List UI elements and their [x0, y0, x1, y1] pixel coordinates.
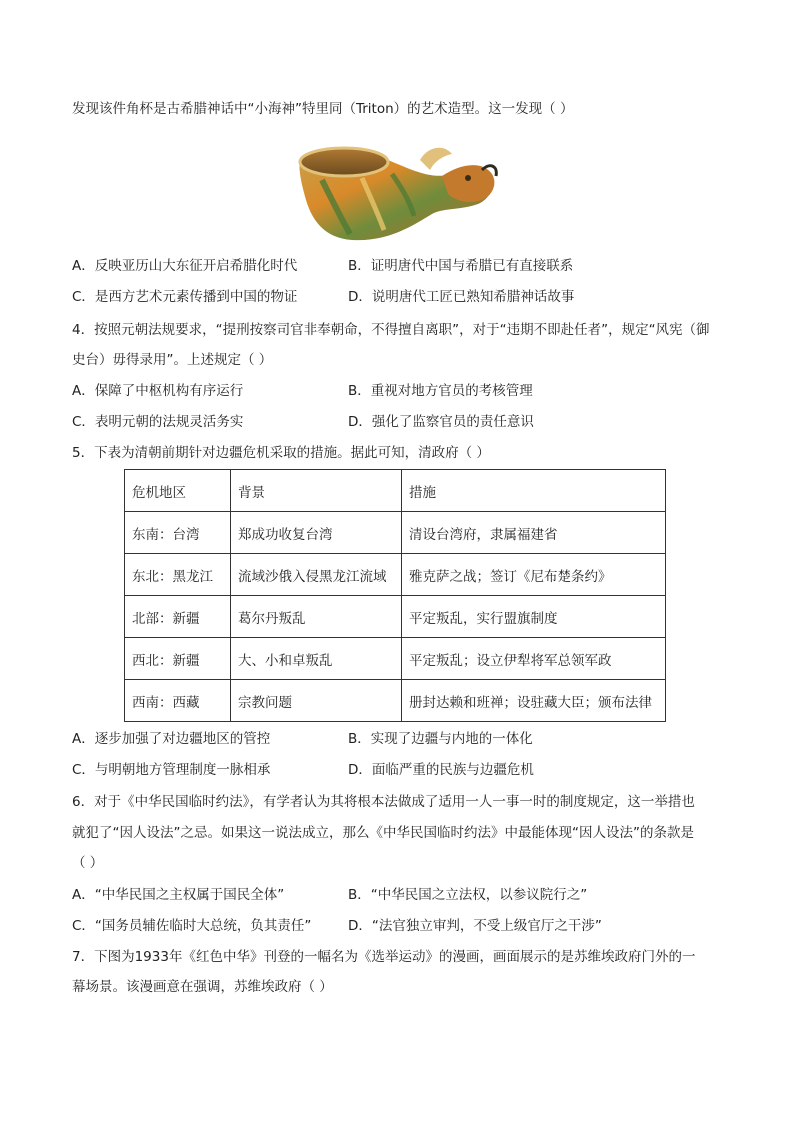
q4-stem-line-2: 史台）毋得录用”。上述规定（ ） [72, 352, 273, 368]
table-row [125, 596, 666, 638]
table-row [125, 680, 666, 722]
table-cell: 东南：台湾 [125, 512, 231, 554]
q6-option-b: B．“中华民国之立法权，以参议院行之” [348, 887, 588, 903]
border-measures-table [124, 469, 666, 722]
rhyton-cup-image [292, 130, 502, 246]
table-cell: 葛尔丹叛乱 [231, 596, 402, 638]
q6-stem-line-3: （ ） [72, 855, 104, 871]
table-cell: 清设台湾府，隶属福建省 [402, 512, 666, 554]
q7-stem-line-2: 幕场景。该漫画意在强调，苏维埃政府（ ） [72, 979, 333, 995]
q4-stem-line-1: 4．按照元朝法规要求，“提刑按察司官非奉朝命，不得擅自离职”，对于“违期不即赴任者”，规定“风宪（御 [72, 322, 710, 338]
table-cell: 平定叛乱，实行盟旗制度 [402, 596, 666, 638]
table-cell: 册封达赖和班禅；设驻藏大臣；颁布法律 [402, 680, 666, 722]
table-header-row [125, 470, 666, 512]
q3-stem: 发现该件角杯是古希腊神话中“小海神”特里同（Triton）的艺术造型。这一发现（ ） [72, 101, 574, 117]
q7-stem-line-1: 7．下图为1933年《红色中华》刊登的一幅名为《选举运动》的漫画，画面展示的是苏维埃政府门外的一 [72, 949, 696, 965]
q5-option-c: C．与明朝地方管理制度一脉相承 [72, 762, 271, 778]
table-cell: 郑成功收复台湾 [231, 512, 402, 554]
table-cell: 雅克萨之战；签订《尼布楚条约》 [402, 554, 666, 596]
q3-option-a: A．反映亚历山大东征开启希腊化时代 [72, 258, 298, 274]
table-cell: 西南：西藏 [125, 680, 231, 722]
table-row [125, 554, 666, 596]
q5-stem: 5．下表为清朝前期针对边疆危机采取的措施。据此可知，清政府（ ） [72, 445, 490, 461]
q4-option-d: D．强化了监察官员的责任意识 [348, 414, 534, 430]
table-cell: 平定叛乱；设立伊犁将军总领军政 [402, 638, 666, 680]
q3-option-b: B．证明唐代中国与希腊已有直接联系 [348, 258, 574, 274]
table-cell: 西北：新疆 [125, 638, 231, 680]
table-cell: 流域沙俄入侵黑龙江流域 [231, 554, 402, 596]
q6-option-d: D．“法官独立审判，不受上级官厅之干涉” [348, 918, 602, 934]
table-cell: 大、小和卓叛乱 [231, 638, 402, 680]
table-row [125, 512, 666, 554]
q3-option-d: D．说明唐代工匠已熟知希腊神话故事 [348, 289, 575, 305]
q6-option-c: C．“国务员辅佐临时大总统，负其责任” [72, 918, 312, 934]
table-cell: 东北：黑龙江 [125, 554, 231, 596]
q5-option-d: D．面临严重的民族与边疆危机 [348, 762, 534, 778]
q6-stem-line-2: 就犯了“因人设法”之忌。如果这一说法成立，那么《中华民国临时约法》中最能体现“因人设法”的条款是 [72, 825, 694, 841]
q6-stem-line-1: 6．对于《中华民国临时约法》，有学者认为其将根本法做成了适用一人一事一时的制度规定，这一举措也 [72, 794, 695, 810]
q4-option-a: A．保障了中枢机构有序运行 [72, 383, 244, 399]
table-header-cell: 背景 [231, 470, 402, 512]
q5-option-b: B．实现了边疆与内地的一体化 [348, 731, 533, 747]
q3-option-c: C．是西方艺术元素传播到中国的物证 [72, 289, 298, 305]
q6-option-a: A．“中华民国之主权属于国民全体” [72, 887, 285, 903]
table-row [125, 638, 666, 680]
q4-option-b: B．重视对地方官员的考核管理 [348, 383, 533, 399]
table-header-cell: 危机地区 [125, 470, 231, 512]
q4-option-c: C．表明元朝的法规灵活务实 [72, 414, 244, 430]
table-cell: 北部：新疆 [125, 596, 231, 638]
q5-option-a: A．逐步加强了对边疆地区的管控 [72, 731, 271, 747]
table-header-cell: 措施 [402, 470, 666, 512]
table-cell: 宗教问题 [231, 680, 402, 722]
